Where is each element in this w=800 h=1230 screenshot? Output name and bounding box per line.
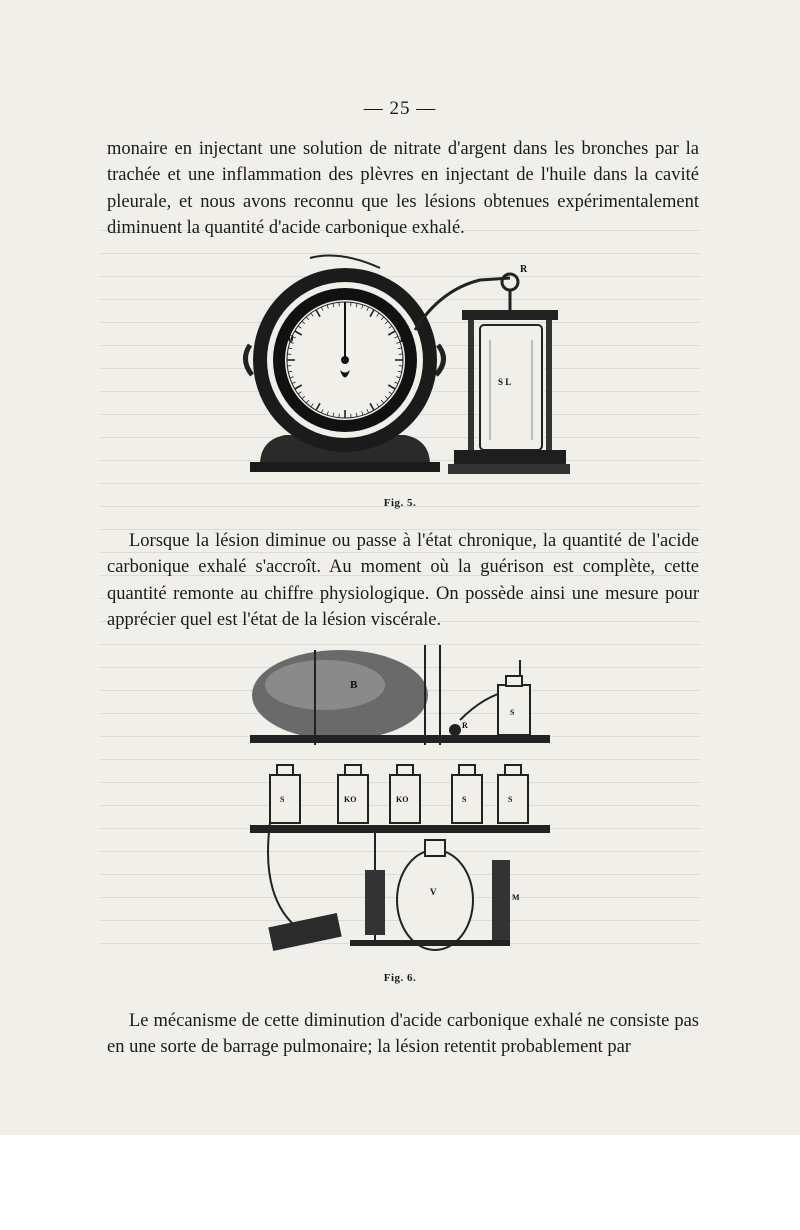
figure-6-caption: Fig. 6.: [0, 972, 800, 984]
page-number: — 25 —: [0, 98, 800, 120]
valve-label: R: [520, 264, 528, 275]
bottle-1-label: S: [280, 795, 285, 804]
bottle-3-label: KO: [396, 795, 408, 804]
column-label: M: [512, 893, 520, 902]
bottle-top-label: S: [510, 708, 515, 717]
gauge-label-left: 40: [283, 333, 295, 345]
figure-5-caption: Fig. 5.: [0, 497, 800, 509]
valve-label-6: R: [462, 721, 468, 730]
figure-5-gauge-apparatus: [240, 250, 570, 490]
bottle-row: [270, 765, 528, 823]
paragraph-1: monaire en injectant une solution de nitrate d'argent dans les bronches par la trachée et une inflammation des plèvres en injectant de l'huile dans la cavité pleurale, et nous avons reconnu que les lésions obtenues expérimentalement diminuent la quantité d'acide carbonique exhalé.: [107, 136, 699, 242]
bag-label: B: [350, 679, 358, 691]
jar-label-6: V: [430, 887, 437, 897]
paragraph-2: Lorsque la lésion diminue ou passe à l'état chronique, la quantité de l'acide carbonique exhalé s'accroît. Au moment où la guérison est complète, cette quantité remonte au chiffre physiologique. On possède ainsi une mesure pour apprécier quel est l'état de la lésion viscérale.: [107, 528, 699, 634]
bottle-2-label: KO: [344, 795, 356, 804]
bottle-5-label: S: [508, 795, 513, 804]
jar-label: S L: [498, 377, 511, 387]
gauge-label-right: 10: [399, 333, 411, 345]
gauge-label-top: 50: [340, 289, 352, 301]
gauge-label-bottom-left: 30: [305, 409, 317, 421]
bottle-4-label: S: [462, 795, 467, 804]
figure-6-bottle-apparatus: [230, 640, 580, 965]
paragraph-3: Le mécanisme de cette diminution d'acide carbonique exhalé ne consiste pas en une sorte de barrage pulmonaire; la lésion retentit probablement par: [107, 1008, 699, 1061]
gauge-label-bottom-right: 20: [377, 409, 389, 421]
